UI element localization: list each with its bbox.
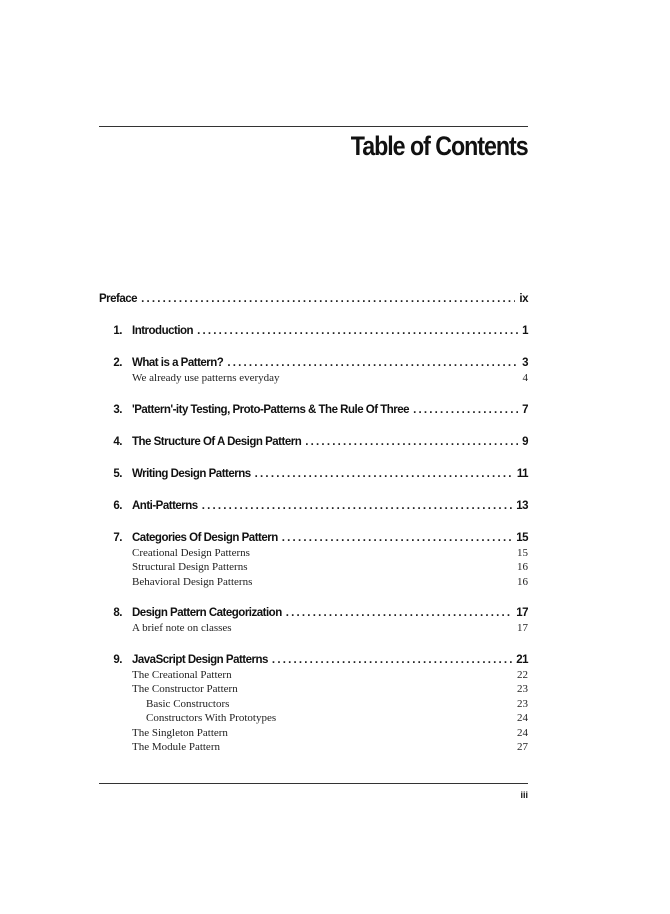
toc-subentry-page: 4 (522, 372, 528, 384)
toc-subentry[interactable] (99, 668, 528, 683)
toc-entry-label: Categories Of Design Pattern (132, 531, 278, 544)
chapter-number: 8. (113, 607, 122, 619)
toc-subentry-label: Basic Constructors (146, 697, 230, 710)
toc-entry-chapter[interactable] (99, 435, 528, 450)
toc-entry-preface[interactable] (99, 292, 528, 307)
entry-spacer (99, 386, 528, 403)
toc-entry-page: ix (519, 293, 528, 305)
leader-dots (282, 531, 512, 546)
chapter-number: 5. (113, 467, 122, 480)
top-rule (99, 126, 528, 127)
toc-entry-page: 11 (516, 467, 528, 480)
page-number: iii (520, 790, 528, 800)
toc-entry-chapter[interactable] (99, 499, 528, 514)
leader-dots (202, 499, 513, 514)
toc-subentry[interactable] (99, 621, 528, 636)
entry-spacer (99, 636, 528, 653)
entry-spacer (99, 514, 528, 531)
toc-subentry[interactable] (99, 546, 528, 561)
page-title: Table of Contents (351, 131, 528, 161)
toc-subentry-label: Structural Design Patterns (132, 561, 248, 573)
toc-subentry[interactable] (99, 560, 528, 575)
toc-subentry-page: 17 (517, 622, 528, 634)
toc-subentry[interactable] (99, 371, 528, 386)
toc-entry-chapter[interactable] (99, 467, 528, 482)
chapter-number: 9. (113, 653, 122, 666)
toc-entry-label: Design Pattern Categorization (132, 607, 282, 619)
toc-entry-chapter[interactable] (99, 403, 528, 418)
entry-spacer (99, 418, 528, 435)
toc-subentry-page: 27 (517, 741, 528, 753)
chapter-number: 4. (113, 435, 122, 448)
leader-dots (197, 324, 518, 339)
entry-spacer (99, 450, 528, 467)
toc-entry-page: 9 (522, 435, 528, 448)
toc-subentry-page: 22 (517, 668, 528, 681)
toc-entry-chapter[interactable] (99, 324, 528, 339)
toc-subentry-label: The Module Pattern (132, 741, 220, 753)
chapter-number: 1. (113, 325, 122, 337)
toc-entry-chapter[interactable] (99, 531, 528, 546)
toc-subentry-page: 23 (517, 697, 528, 710)
toc-subentry-page: 15 (517, 546, 528, 559)
toc-entry-label: JavaScript Design Patterns (132, 653, 268, 666)
entry-spacer (99, 589, 528, 606)
toc-subentry[interactable] (99, 682, 528, 697)
toc-entry-page: 13 (516, 499, 528, 512)
leader-dots (413, 403, 518, 418)
toc-subentry-label: Constructors With Prototypes (146, 712, 277, 724)
toc-subentry-page: 16 (517, 575, 528, 588)
toc-entry-page: 1 (522, 325, 528, 337)
toc-subentry-label: Behavioral Design Patterns (132, 575, 253, 588)
toc-entry-label: Preface (99, 293, 138, 305)
toc-subentry[interactable] (99, 697, 528, 712)
toc-subentry[interactable] (99, 726, 528, 741)
toc-subentry-label: The Singleton Pattern (132, 726, 228, 739)
toc-entry-label: 'Pattern'-ity Testing, Proto-Patterns & The Rule Of Three (132, 403, 410, 416)
chapter-number: 6. (113, 499, 122, 512)
entry-spacer (99, 307, 528, 324)
toc-subentry[interactable] (99, 740, 528, 755)
toc-entry-page: 3 (522, 357, 528, 369)
toc-entry-label: Introduction (132, 325, 194, 337)
leader-dots (286, 606, 512, 621)
chapter-number: 2. (113, 357, 122, 369)
table-of-contents (99, 292, 528, 755)
toc-subentry[interactable] (99, 711, 528, 726)
toc-entry-page: 21 (516, 653, 528, 666)
toc-subentry-label: We already use patterns everyday (132, 372, 280, 384)
bottom-rule (99, 783, 528, 784)
toc-entry-page: 17 (516, 607, 528, 619)
leader-dots (141, 292, 515, 307)
leader-dots (305, 435, 518, 450)
chapter-number: 7. (113, 531, 122, 544)
toc-subentry-page: 24 (517, 712, 528, 724)
toc-entry-chapter[interactable] (99, 606, 528, 621)
leader-dots (227, 356, 518, 371)
chapter-list (99, 307, 528, 755)
entry-spacer (99, 339, 528, 356)
toc-entry-label: The Structure Of A Design Pattern (132, 435, 302, 448)
toc-entry-chapter[interactable] (99, 356, 528, 371)
toc-subentry-page: 23 (517, 683, 528, 695)
toc-subentry-page: 24 (517, 726, 528, 739)
chapter-number: 3. (113, 403, 122, 416)
toc-entry-label: What is a Pattern? (132, 357, 224, 369)
toc-subentry-page: 16 (517, 561, 528, 573)
toc-subentry-label: The Creational Pattern (132, 668, 232, 681)
toc-subentry-label: The Constructor Pattern (132, 683, 238, 695)
toc-entry-chapter[interactable] (99, 653, 528, 668)
entry-spacer (99, 482, 528, 499)
toc-entry-page: 7 (522, 403, 528, 416)
toc-entry-label: Writing Design Patterns (132, 467, 251, 480)
leader-dots (255, 467, 513, 482)
toc-subentry-label: Creational Design Patterns (132, 546, 250, 559)
leader-dots (272, 653, 512, 668)
toc-entry-page: 15 (516, 531, 528, 544)
toc-subentry-label: A brief note on classes (132, 622, 232, 634)
toc-entry-label: Anti-Patterns (132, 499, 198, 512)
toc-subentry[interactable] (99, 575, 528, 590)
